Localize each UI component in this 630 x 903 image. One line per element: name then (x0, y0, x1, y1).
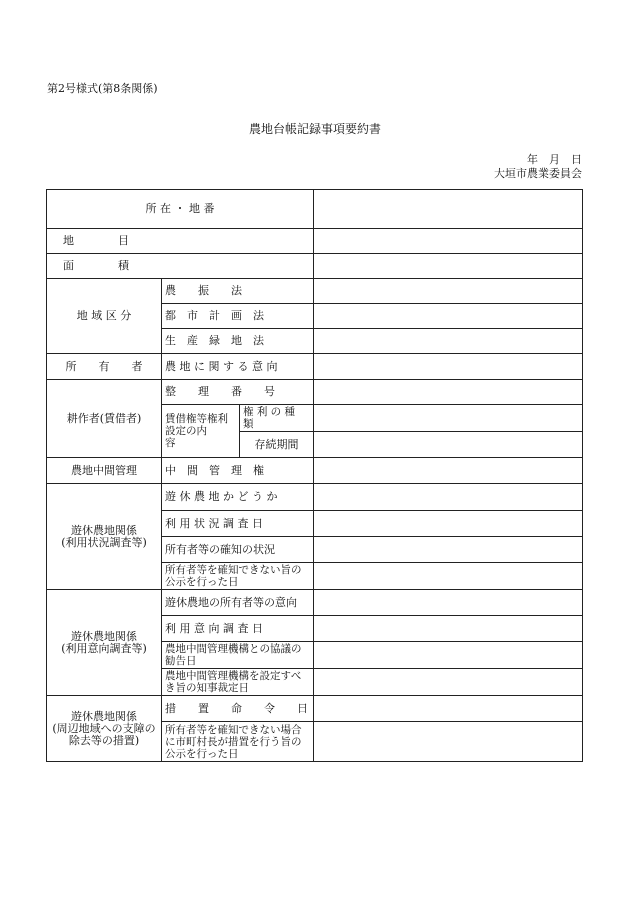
idle-intent-item-1: 遊休農地の所有者等の意向 (162, 590, 314, 616)
owner-item: 農 地 に 関 す る 意 向 (162, 354, 314, 380)
value-zoning-1[interactable] (314, 279, 583, 304)
value-zoning-2[interactable] (314, 304, 583, 329)
value-idle-survey-2[interactable] (314, 511, 583, 537)
value-idle-survey-4[interactable] (314, 563, 583, 590)
idle-survey-item-4: 所有者等を確知できない旨の公示を行った日 (162, 563, 314, 590)
label-location: 所 在 ・ 地 番 (47, 190, 314, 229)
value-idle-survey-3[interactable] (314, 537, 583, 563)
label-idle-obstacle: 遊休農地関係 (周辺地域への支障の除去等の措置) (47, 696, 162, 762)
label-owner: 所 有 者 (47, 354, 162, 380)
idle-intent-item-4: 農地中間管理機構を設定すべき旨の知事裁定日 (162, 669, 314, 696)
zoning-item-1: 農 振 法 (162, 279, 314, 304)
label-zoning: 地 域 区 分 (47, 279, 162, 354)
value-area[interactable] (314, 254, 583, 279)
value-idle-obstacle-1[interactable] (314, 696, 583, 722)
value-zoning-3[interactable] (314, 329, 583, 354)
row-owner (47, 354, 583, 380)
ledger-summary-table (46, 189, 583, 762)
document-title: 農地台帳記録事項要約書 (248, 122, 381, 136)
label-idle-survey: 遊休農地関係 (利用状況調査等) (47, 484, 162, 590)
value-idle-intent-3[interactable] (314, 642, 583, 669)
row-cultivator-number (47, 380, 583, 405)
intermediary-item: 中 間 管 理 権 (162, 458, 314, 484)
idle-intent-item-2: 利 用 意 向 調 査 日 (162, 616, 314, 642)
row-area (47, 254, 583, 279)
value-idle-intent-2[interactable] (314, 616, 583, 642)
row-location (47, 190, 583, 229)
form-number: 第2号様式(第8条関係) (47, 82, 158, 95)
label-idle-intent: 遊休農地関係 (利用意向調査等) (47, 590, 162, 696)
lease-type: 権 利 の 種 類 (240, 405, 314, 432)
label-intermediary: 農地中間管理 (47, 458, 162, 484)
value-lease-type[interactable] (314, 405, 583, 432)
idle-survey-item-3: 所有者等の確知の状況 (162, 537, 314, 563)
value-idle-survey-1[interactable] (314, 484, 583, 511)
idle-obstacle-item-1: 措 置 命 令 日 (162, 696, 314, 722)
row-idle-survey-1 (47, 484, 583, 511)
value-lease-term[interactable] (314, 432, 583, 458)
value-idle-intent-1[interactable] (314, 590, 583, 616)
value-land-category[interactable] (314, 229, 583, 254)
lease-label: 賃借権等権利設定の内 容 (162, 405, 240, 458)
zoning-item-2: 都 市 計 画 法 (162, 304, 314, 329)
date-line: 年 月 日 (527, 153, 582, 166)
idle-obstacle-item-2: 所有者等を確知できない場合に市町村長が措置を行う旨の公示を行った日 (162, 722, 314, 762)
row-idle-obstacle-1 (47, 696, 583, 722)
row-zoning-1 (47, 279, 583, 304)
label-cultivator: 耕作者(賃借者) (47, 380, 162, 458)
value-intermediary[interactable] (314, 458, 583, 484)
idle-survey-item-2: 利 用 状 況 調 査 日 (162, 511, 314, 537)
value-owner[interactable] (314, 354, 583, 380)
lease-term: 存続期間 (240, 432, 314, 458)
idle-survey-item-1: 遊 休 農 地 か ど う か (162, 484, 314, 511)
value-cultivator-number[interactable] (314, 380, 583, 405)
row-land-category (47, 229, 583, 254)
label-area: 面 積 (47, 254, 314, 279)
issuer-name: 大垣市農業委員会 (494, 167, 582, 180)
zoning-item-3: 生 産 緑 地 法 (162, 329, 314, 354)
label-land-category: 地 目 (47, 229, 314, 254)
row-intermediary (47, 458, 583, 484)
value-location[interactable] (314, 190, 583, 229)
value-idle-intent-4[interactable] (314, 669, 583, 696)
row-idle-intent-1 (47, 590, 583, 616)
value-idle-obstacle-2[interactable] (314, 722, 583, 762)
cultivator-number: 整 理 番 号 (162, 380, 314, 405)
idle-intent-item-3: 農地中間管理機構との協議の勧告日 (162, 642, 314, 669)
